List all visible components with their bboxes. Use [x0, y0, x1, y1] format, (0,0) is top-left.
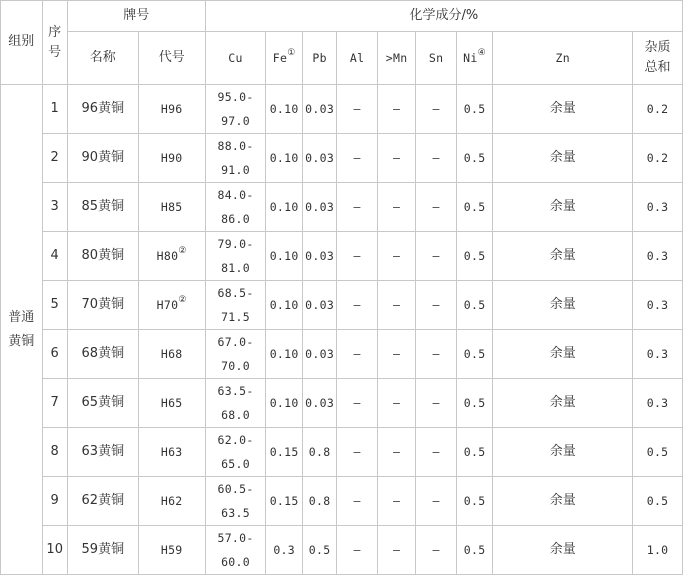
impurity-value: 0.2	[633, 134, 683, 183]
cu-range-start: 63.5-	[217, 384, 254, 398]
alloy-code-text: H63	[160, 444, 183, 459]
mn-value: –	[377, 183, 416, 232]
ni-value: 0.5	[456, 281, 492, 330]
zn-value: 余量	[493, 428, 633, 477]
fe-value: 0.10	[266, 232, 302, 281]
mn-value: –	[377, 134, 416, 183]
table-row	[1, 428, 683, 477]
row-number: 10	[42, 526, 67, 575]
pb-value: 0.03	[302, 330, 336, 379]
ni-value: 0.5	[456, 477, 492, 526]
cu-range-end: 65.0	[221, 457, 250, 471]
alloy-name: 63黄铜	[67, 428, 138, 477]
zn-value: 余量	[493, 134, 633, 183]
table-row	[1, 477, 683, 526]
alloy-name: 68黄铜	[67, 330, 138, 379]
name-header: 名称	[67, 32, 138, 85]
table-row	[1, 134, 683, 183]
seq-header	[42, 1, 67, 85]
alloy-name: 70黄铜	[67, 281, 138, 330]
mn-value: –	[377, 85, 416, 134]
zn-value: 余量	[493, 232, 633, 281]
zn-header: Zn	[493, 32, 633, 85]
cu-value	[205, 526, 266, 575]
cu-range-start: 62.0-	[217, 433, 254, 447]
table-row	[1, 526, 683, 575]
fe-footnote-mark: ①	[287, 47, 296, 58]
ni-value: 0.5	[456, 85, 492, 134]
alloy-code-text: H59	[160, 542, 183, 557]
pb-value: 0.03	[302, 281, 336, 330]
fe-value: 0.10	[266, 379, 302, 428]
cu-range-end: 68.0	[221, 408, 250, 422]
impurity-value: 1.0	[633, 526, 683, 575]
cu-range-end: 91.0	[221, 163, 250, 177]
impurity-value: 0.5	[633, 428, 683, 477]
code-footnote-mark: ②	[178, 245, 187, 256]
alloy-code-text: H90	[160, 150, 183, 165]
alloy-code-text: H80	[156, 248, 179, 263]
zn-value: 余量	[493, 281, 633, 330]
row-number: 5	[42, 281, 67, 330]
pb-value: 0.03	[302, 232, 336, 281]
row-number: 7	[42, 379, 67, 428]
sn-value: –	[416, 477, 457, 526]
pb-value: 0.03	[302, 134, 336, 183]
alloy-name: 65黄铜	[67, 379, 138, 428]
cu-range-end: 81.0	[221, 261, 250, 275]
al-value: –	[337, 183, 378, 232]
fe-value: 0.10	[266, 134, 302, 183]
sn-value: –	[416, 232, 457, 281]
sn-value: –	[416, 526, 457, 575]
alloy-name: 90黄铜	[67, 134, 138, 183]
al-header: Al	[337, 32, 378, 85]
table-row	[1, 232, 683, 281]
alloy-code-text: H65	[160, 395, 183, 410]
impurity-value: 0.3	[633, 330, 683, 379]
impurity-value: 0.3	[633, 232, 683, 281]
table-row	[1, 85, 683, 134]
row-number: 8	[42, 428, 67, 477]
ni-value: 0.5	[456, 379, 492, 428]
impurity-header-text: 杂质总和	[644, 40, 671, 75]
fe-value: 0.10	[266, 183, 302, 232]
al-value: –	[337, 85, 378, 134]
impurity-value: 0.3	[633, 281, 683, 330]
alloy-code	[138, 183, 205, 232]
fe-value: 0.10	[266, 85, 302, 134]
fe-value: 0.10	[266, 330, 302, 379]
alloy-code-text: H68	[160, 346, 183, 361]
zn-value: 余量	[493, 379, 633, 428]
alloy-code	[138, 232, 205, 281]
mn-header: >Mn	[377, 32, 416, 85]
fe-value: 0.15	[266, 477, 302, 526]
cu-range-end: 97.0	[221, 114, 250, 128]
cu-range-end: 71.5	[221, 310, 250, 324]
pb-value: 0.03	[302, 379, 336, 428]
mn-value: –	[377, 330, 416, 379]
mn-value: –	[377, 526, 416, 575]
alloy-code-text: H85	[160, 199, 183, 214]
cu-value	[205, 85, 266, 134]
zn-value: 余量	[493, 183, 633, 232]
cu-range-end: 70.0	[221, 359, 250, 373]
cu-value	[205, 477, 266, 526]
alloy-code-text: H62	[160, 493, 183, 508]
alloy-code	[138, 428, 205, 477]
table-row	[1, 281, 683, 330]
cu-range-start: 60.5-	[217, 482, 254, 496]
ni-header-text: Ni	[463, 50, 478, 65]
alloy-code	[138, 526, 205, 575]
pb-value: 0.8	[302, 428, 336, 477]
impurity-value: 0.5	[633, 477, 683, 526]
mn-value: –	[377, 281, 416, 330]
fe-header	[266, 32, 302, 85]
sn-header: Sn	[416, 32, 457, 85]
ni-value: 0.5	[456, 183, 492, 232]
alloy-code	[138, 330, 205, 379]
impurity-value: 0.3	[633, 379, 683, 428]
cu-value	[205, 281, 266, 330]
al-value: –	[337, 379, 378, 428]
cu-range-end: 60.0	[221, 555, 250, 569]
al-value: –	[337, 134, 378, 183]
ni-value: 0.5	[456, 526, 492, 575]
cu-range-start: 84.0-	[217, 188, 254, 202]
alloy-code	[138, 134, 205, 183]
al-value: –	[337, 526, 378, 575]
alloy-name: 59黄铜	[67, 526, 138, 575]
header-row-1	[1, 1, 683, 32]
cu-value	[205, 232, 266, 281]
ni-value: 0.5	[456, 232, 492, 281]
cu-value	[205, 428, 266, 477]
cu-range-start: 95.0-	[217, 90, 254, 104]
alloy-name: 62黄铜	[67, 477, 138, 526]
header-row-2	[1, 32, 683, 85]
impurity-value: 0.2	[633, 85, 683, 134]
row-number: 9	[42, 477, 67, 526]
composition-header: 化学成分/%	[205, 1, 682, 32]
ni-footnote-mark: ④	[477, 47, 486, 58]
fe-value: 0.10	[266, 281, 302, 330]
alloy-name: 80黄铜	[67, 232, 138, 281]
cu-value	[205, 134, 266, 183]
mn-value: –	[377, 477, 416, 526]
alloy-name: 85黄铜	[67, 183, 138, 232]
cu-value	[205, 183, 266, 232]
fe-value: 0.15	[266, 428, 302, 477]
row-number: 6	[42, 330, 67, 379]
impurity-header	[633, 32, 683, 85]
cu-range-end: 86.0	[221, 212, 250, 226]
al-value: –	[337, 281, 378, 330]
alloy-code	[138, 379, 205, 428]
pb-value: 0.03	[302, 183, 336, 232]
grade-header: 牌号	[67, 1, 205, 32]
pb-value: 0.5	[302, 526, 336, 575]
group-cell	[1, 85, 43, 575]
alloy-code-text: H70	[156, 297, 179, 312]
sn-value: –	[416, 330, 457, 379]
cu-range-start: 68.5-	[217, 286, 254, 300]
table-row	[1, 330, 683, 379]
al-value: –	[337, 232, 378, 281]
row-number: 3	[42, 183, 67, 232]
sn-value: –	[416, 428, 457, 477]
alloy-code	[138, 281, 205, 330]
ni-value: 0.5	[456, 134, 492, 183]
alloy-code	[138, 85, 205, 134]
ni-value: 0.5	[456, 428, 492, 477]
al-value: –	[337, 330, 378, 379]
table-row	[1, 183, 683, 232]
cu-value	[205, 330, 266, 379]
sn-value: –	[416, 85, 457, 134]
code-footnote-mark: ②	[178, 294, 187, 305]
ni-header	[456, 32, 492, 85]
fe-value: 0.3	[266, 526, 302, 575]
mn-value: –	[377, 428, 416, 477]
fe-header-text: Fe	[272, 50, 288, 65]
sn-value: –	[416, 379, 457, 428]
pb-value: 0.03	[302, 85, 336, 134]
zn-value: 余量	[493, 330, 633, 379]
cu-range-start: 67.0-	[217, 335, 254, 349]
pb-header: Pb	[302, 32, 336, 85]
code-header: 代号	[138, 32, 205, 85]
mn-value: –	[377, 379, 416, 428]
sn-value: –	[416, 183, 457, 232]
sn-value: –	[416, 281, 457, 330]
cu-value	[205, 379, 266, 428]
al-value: –	[337, 428, 378, 477]
zn-value: 余量	[493, 85, 633, 134]
alloy-code	[138, 477, 205, 526]
group-header: 组别	[1, 1, 43, 85]
row-number: 1	[42, 85, 67, 134]
pb-value: 0.8	[302, 477, 336, 526]
al-value: –	[337, 477, 378, 526]
cu-range-start: 79.0-	[217, 237, 254, 251]
seq-header-text: 序号	[48, 24, 62, 60]
alloy-code-text: H96	[160, 101, 183, 116]
cu-range-end: 63.5	[221, 506, 250, 520]
zn-value: 余量	[493, 477, 633, 526]
zn-value: 余量	[493, 526, 633, 575]
row-number: 2	[42, 134, 67, 183]
cu-range-start: 57.0-	[217, 531, 254, 545]
cu-range-start: 88.0-	[217, 139, 254, 153]
sn-value: –	[416, 134, 457, 183]
ni-value: 0.5	[456, 330, 492, 379]
impurity-value: 0.3	[633, 183, 683, 232]
table-row	[1, 379, 683, 428]
alloy-name: 96黄铜	[67, 85, 138, 134]
row-number: 4	[42, 232, 67, 281]
group-name: 普通黄铜	[8, 309, 35, 349]
cu-header: Cu	[205, 32, 266, 85]
mn-value: –	[377, 232, 416, 281]
